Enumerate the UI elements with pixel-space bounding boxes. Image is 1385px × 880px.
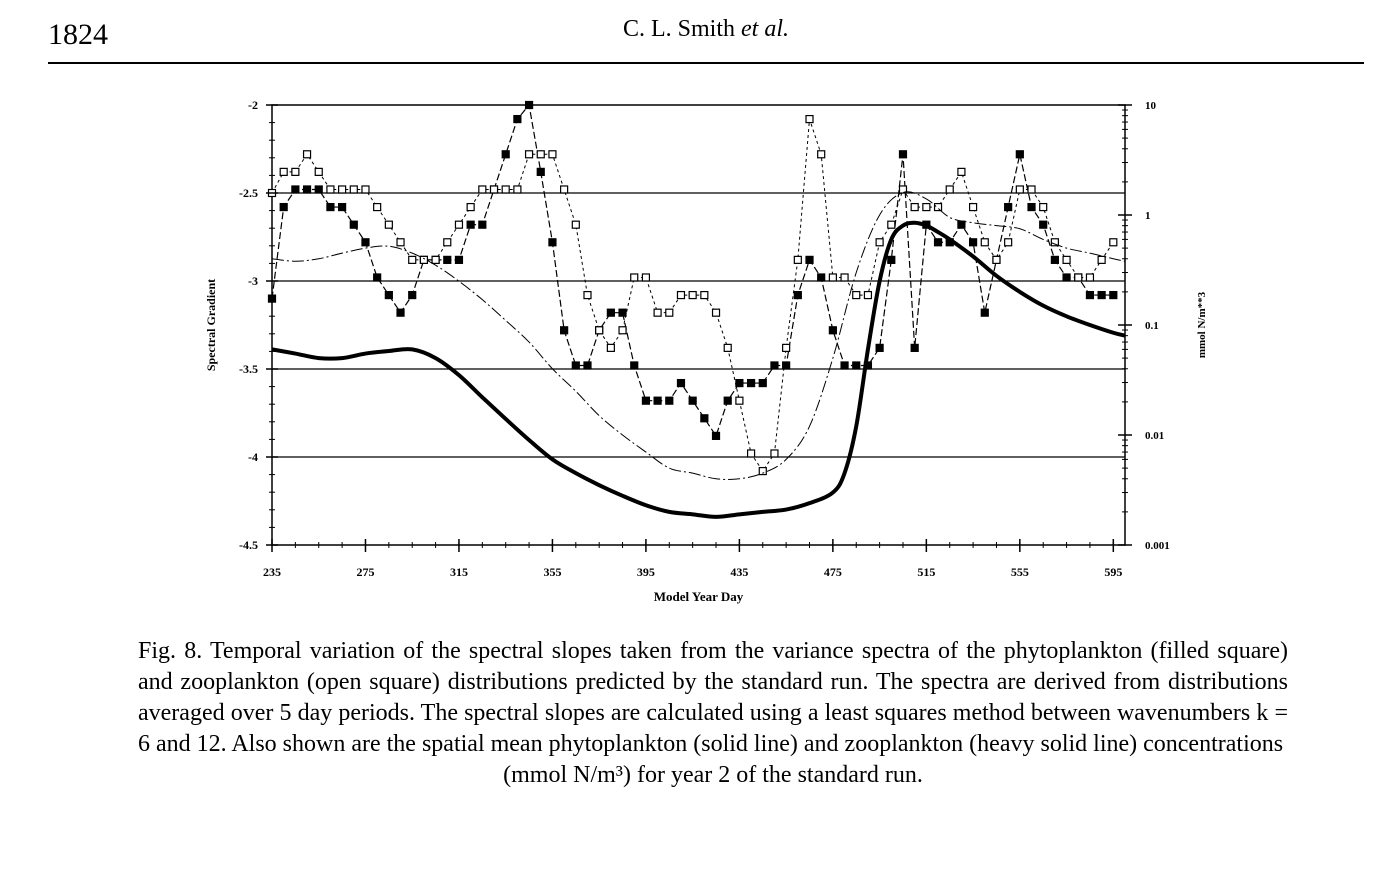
phytoplankton-point bbox=[631, 362, 638, 369]
header-rule bbox=[48, 62, 1364, 64]
zooplankton-point bbox=[1110, 239, 1117, 246]
phytoplankton-point bbox=[829, 327, 836, 334]
series-line-zooplankton-concentration bbox=[272, 223, 1125, 517]
zooplankton-point bbox=[771, 450, 778, 457]
zooplankton-point bbox=[1086, 274, 1093, 281]
phytoplankton-point bbox=[876, 344, 883, 351]
figure-caption bbox=[138, 636, 1288, 791]
zooplankton-point bbox=[537, 151, 544, 158]
zooplankton-point bbox=[701, 292, 708, 299]
zooplankton-point bbox=[993, 256, 1000, 263]
zooplankton-point bbox=[794, 256, 801, 263]
zooplankton-point bbox=[783, 344, 790, 351]
zooplankton-point bbox=[491, 186, 498, 193]
x-tick-label: 475 bbox=[823, 565, 842, 579]
zooplankton-point bbox=[642, 274, 649, 281]
zooplankton-point bbox=[304, 151, 311, 158]
phytoplankton-point bbox=[771, 362, 778, 369]
zooplankton-point bbox=[350, 186, 357, 193]
phytoplankton-point bbox=[958, 221, 965, 228]
zooplankton-point bbox=[327, 186, 334, 193]
zooplankton-point bbox=[420, 256, 427, 263]
zooplankton-point bbox=[736, 397, 743, 404]
phytoplankton-point bbox=[479, 221, 486, 228]
phytoplankton-point bbox=[444, 256, 451, 263]
x-tick-label: 395 bbox=[636, 565, 655, 579]
x-tick-label: 555 bbox=[1010, 565, 1029, 579]
x-tick-label: 355 bbox=[543, 565, 562, 579]
phytoplankton-point bbox=[654, 397, 661, 404]
zooplankton-point bbox=[923, 204, 930, 211]
phytoplankton-point bbox=[374, 274, 381, 281]
zooplankton-point bbox=[596, 327, 603, 334]
phytoplankton-point bbox=[853, 362, 860, 369]
zooplankton-point bbox=[444, 239, 451, 246]
phytoplankton-point bbox=[1110, 292, 1117, 299]
zooplankton-point bbox=[841, 274, 848, 281]
zooplankton-point bbox=[935, 204, 942, 211]
zooplankton-point bbox=[631, 274, 638, 281]
phytoplankton-point bbox=[502, 151, 509, 158]
phytoplankton-point bbox=[841, 362, 848, 369]
zooplankton-point bbox=[724, 344, 731, 351]
y2-axis-label: mmol N/m**3 bbox=[1196, 291, 1208, 359]
x-axis-label: Model Year Day bbox=[653, 589, 744, 604]
phytoplankton-point bbox=[619, 309, 626, 316]
authors: C. L. Smith bbox=[622, 16, 736, 42]
x-tick-label: 595 bbox=[1104, 565, 1123, 579]
zooplankton-point bbox=[385, 221, 392, 228]
zooplankton-point bbox=[970, 204, 977, 211]
zooplankton-point bbox=[888, 221, 895, 228]
y2-tick-label: 10 bbox=[1145, 100, 1156, 112]
zooplankton-point bbox=[1040, 204, 1047, 211]
phytoplankton-point bbox=[526, 102, 533, 109]
phytoplankton-point bbox=[888, 256, 895, 263]
phytoplankton-point bbox=[666, 397, 673, 404]
phytoplankton-point bbox=[1040, 221, 1047, 228]
x-tick-label: 515 bbox=[917, 565, 936, 579]
zooplankton-point bbox=[455, 221, 462, 228]
zooplankton-point bbox=[713, 309, 720, 316]
zooplankton-point bbox=[572, 221, 579, 228]
phytoplankton-point bbox=[514, 116, 521, 123]
x-tick-label: 235 bbox=[263, 565, 281, 579]
authors-etal: et al. bbox=[741, 16, 790, 42]
phytoplankton-point bbox=[537, 168, 544, 175]
phytoplankton-point bbox=[549, 239, 556, 246]
zooplankton-point bbox=[829, 274, 836, 281]
grid-lines bbox=[272, 193, 1125, 457]
phytoplankton-point bbox=[970, 239, 977, 246]
zooplankton-point bbox=[654, 309, 661, 316]
caption-last-line: (mmol N/m³) for year 2 of the standard run. bbox=[503, 762, 923, 788]
phytoplankton-point bbox=[409, 292, 416, 299]
zooplankton-point bbox=[584, 292, 591, 299]
figure-chart bbox=[0, 80, 1385, 620]
x-tick-label: 275 bbox=[356, 565, 375, 579]
zooplankton-point bbox=[280, 168, 287, 175]
y2-tick-label: 0.01 bbox=[1145, 430, 1165, 442]
zooplankton-point bbox=[526, 151, 533, 158]
zooplankton-point bbox=[409, 256, 416, 263]
phytoplankton-point bbox=[455, 256, 462, 263]
zooplankton-point bbox=[607, 344, 614, 351]
zooplankton-point bbox=[514, 186, 521, 193]
phytoplankton-point bbox=[806, 256, 813, 263]
phytoplankton-point bbox=[713, 432, 720, 439]
phytoplankton-point bbox=[736, 380, 743, 387]
zooplankton-point bbox=[619, 327, 626, 334]
phytoplankton-point bbox=[572, 362, 579, 369]
phytoplankton-point bbox=[1005, 204, 1012, 211]
phytoplankton-point bbox=[1086, 292, 1093, 299]
zooplankton-point bbox=[748, 450, 755, 457]
y-tick-label: -4 bbox=[248, 450, 258, 464]
phytoplankton-point bbox=[689, 397, 696, 404]
axes bbox=[239, 98, 1170, 579]
phytoplankton-point bbox=[315, 186, 322, 193]
zooplankton-point bbox=[946, 186, 953, 193]
phytoplankton-point bbox=[1051, 256, 1058, 263]
y-tick-label: -4.5 bbox=[239, 538, 258, 552]
phytoplankton-point bbox=[899, 151, 906, 158]
zooplankton-point bbox=[1098, 256, 1105, 263]
phytoplankton-point bbox=[677, 380, 684, 387]
page-header bbox=[48, 8, 1364, 66]
running-head bbox=[48, 16, 1364, 43]
zooplankton-point bbox=[292, 168, 299, 175]
zooplankton-point bbox=[561, 186, 568, 193]
phytoplankton-point bbox=[385, 292, 392, 299]
phytoplankton-point bbox=[1098, 292, 1105, 299]
phytoplankton-point bbox=[327, 204, 334, 211]
zooplankton-point bbox=[339, 186, 346, 193]
zooplankton-point bbox=[374, 204, 381, 211]
zooplankton-point bbox=[981, 239, 988, 246]
phytoplankton-point bbox=[935, 239, 942, 246]
y-axis-label: Spectral Gradient bbox=[204, 278, 218, 372]
phytoplankton-point bbox=[748, 380, 755, 387]
zooplankton-point bbox=[666, 309, 673, 316]
phytoplankton-point bbox=[607, 309, 614, 316]
phytoplankton-point bbox=[759, 380, 766, 387]
zooplankton-point bbox=[502, 186, 509, 193]
zooplankton-point bbox=[958, 168, 965, 175]
phytoplankton-point bbox=[362, 239, 369, 246]
zooplankton-point bbox=[549, 151, 556, 158]
phytoplankton-point bbox=[339, 204, 346, 211]
phytoplankton-point bbox=[292, 186, 299, 193]
zooplankton-point bbox=[467, 204, 474, 211]
phytoplankton-point bbox=[350, 221, 357, 228]
x-tick-label: 435 bbox=[730, 565, 749, 579]
phytoplankton-point bbox=[701, 415, 708, 422]
zooplankton-point bbox=[1005, 239, 1012, 246]
phytoplankton-point bbox=[561, 327, 568, 334]
phytoplankton-point bbox=[304, 186, 311, 193]
zooplankton-point bbox=[362, 186, 369, 193]
zooplankton-point bbox=[911, 204, 918, 211]
zooplankton-point bbox=[864, 292, 871, 299]
zooplankton-point bbox=[1028, 186, 1035, 193]
phytoplankton-point bbox=[397, 309, 404, 316]
zooplankton-point bbox=[818, 151, 825, 158]
phytoplankton-point bbox=[1063, 274, 1070, 281]
zooplankton-point bbox=[1075, 274, 1082, 281]
series-layer bbox=[269, 102, 1126, 517]
phytoplankton-point bbox=[1016, 151, 1023, 158]
y-tick-label: -2 bbox=[248, 98, 258, 112]
phytoplankton-point bbox=[280, 204, 287, 211]
caption-text: Fig. 8. Temporal variation of the spectral slopes taken from the variance spectra of the phytoplankton (filled square) and zooplankton (open square) distributions predicted by the standard run. The spectra are derived from distributions averaged over 5 day periods. The spectral slopes are calculated using a least squares method between wavenumbers k = 6 and 12. Also shown are the spatial mean phytoplankton (solid line) and zooplankton (heavy solid line) concentrations bbox=[138, 638, 1288, 757]
zooplankton-point bbox=[806, 116, 813, 123]
y2-tick-label: 1 bbox=[1145, 210, 1151, 222]
phytoplankton-point bbox=[1028, 204, 1035, 211]
zooplankton-point bbox=[1016, 186, 1023, 193]
phytoplankton-point bbox=[794, 292, 801, 299]
zooplankton-point bbox=[876, 239, 883, 246]
zooplankton-point bbox=[853, 292, 860, 299]
page-number: 1824 bbox=[48, 18, 108, 51]
phytoplankton-point bbox=[724, 397, 731, 404]
y-tick-label: -2.5 bbox=[239, 186, 258, 200]
x-tick-label: 315 bbox=[449, 565, 468, 579]
phytoplankton-point bbox=[981, 309, 988, 316]
zooplankton-point bbox=[689, 292, 696, 299]
phytoplankton-point bbox=[642, 397, 649, 404]
zooplankton-point bbox=[432, 256, 439, 263]
phytoplankton-point bbox=[818, 274, 825, 281]
series-line-phytoplankton-concentration bbox=[272, 192, 1125, 480]
y2-tick-label: 0.001 bbox=[1145, 540, 1170, 552]
zooplankton-point bbox=[315, 168, 322, 175]
phytoplankton-point bbox=[467, 221, 474, 228]
plot-frame bbox=[272, 105, 1125, 545]
zooplankton-point bbox=[397, 239, 404, 246]
zooplankton-point bbox=[479, 186, 486, 193]
y-tick-label: -3.5 bbox=[239, 362, 258, 376]
zooplankton-point bbox=[1063, 256, 1070, 263]
zooplankton-point bbox=[677, 292, 684, 299]
y-tick-label: -3 bbox=[248, 274, 258, 288]
phytoplankton-point bbox=[584, 362, 591, 369]
phytoplankton-point bbox=[911, 344, 918, 351]
y2-tick-label: 0.1 bbox=[1145, 320, 1159, 332]
